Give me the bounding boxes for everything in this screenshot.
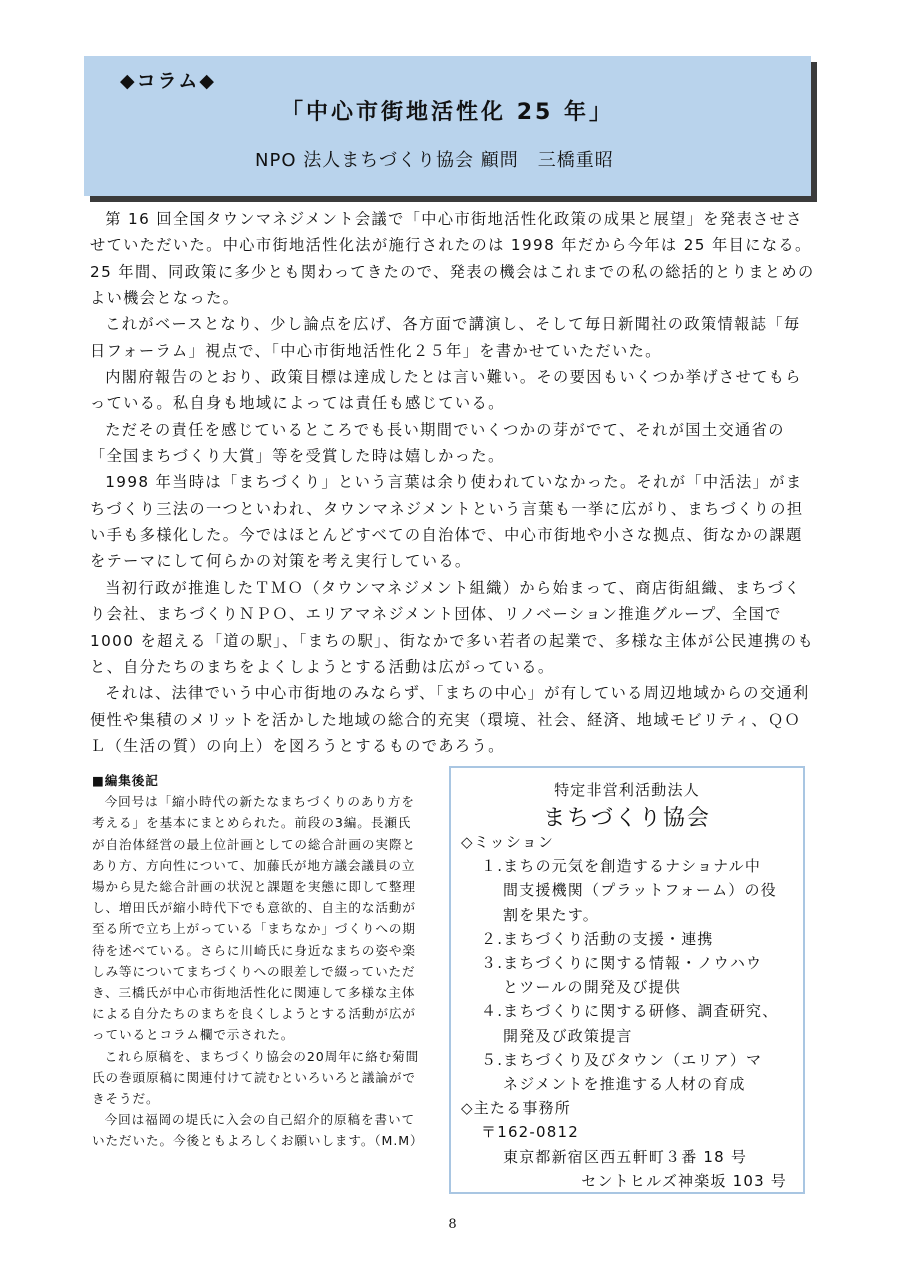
essay-paragraph: ただその責任を感じているところでも長い期間でいくつかの芽がでて、それが国土交通省の「全国まちづくり大賞」等を受賞した時は嬉しかった。 xyxy=(90,420,785,466)
essay-body xyxy=(90,206,815,759)
npo-info-box xyxy=(449,766,805,1194)
mission-item xyxy=(461,927,801,951)
mission-number: ２. xyxy=(481,929,504,948)
mission-item xyxy=(461,854,801,878)
mission-number: １. xyxy=(481,857,504,876)
mission-item xyxy=(461,951,801,975)
address-line: セントヒルズ神楽坂 103 号 xyxy=(581,1171,787,1190)
org-type: 特定非営利活動法人 xyxy=(554,781,700,799)
author-line: NPO 法人まちづくり協会 顧問 三橋重昭 xyxy=(255,150,614,171)
editorial-paragraph: 今回号は「縮小時代の新たなまちづくりのあり方を考える」を基本にまとめられた。前段の3編。長瀬氏が自治体経営の最上位計画としての総合計画の実際とあり方、方向性について、加藤氏が地方議会議員の立場から見た総合計画の状況と課題を実態に即して整理し、増田氏が縮小時代下でも意欲的、自主的な活動が至る所で立ち上がっている「まちなか」づくりへの期待を述べている。さらに川崎氏に身近なまちの姿や楽しみ等についてまちづくりへの眼差しで綴っていただき、三橋氏が中心市街地活性化に関連して多様な主体による自分たちのまちを良くしようとする活動が広がっているとコラム欄で示された。 xyxy=(92,794,416,1043)
page-number: 8 xyxy=(448,1217,457,1232)
editorial-paragraph: 今回は福岡の堤氏に入会の自己紹介的原稿を書いていただいた。今後ともよろしくお願いします。（M.M） xyxy=(92,1112,424,1149)
essay-paragraph: 第 16 回全国タウンマネジメント会議で「中心市街地活性化政策の成果と展望」を発表させさせていただいた。中心市街地活性化法が施行されたのは 1998 年だから今年は 25 年目になる。25 年間、同政策に多少とも関わってきたので、発表の機会はこれまでの私の総括的とりまとめのよい機会となった。 xyxy=(90,210,815,308)
org-name: まちづくり協会 xyxy=(543,806,711,831)
essay-paragraph: これがベースとなり、少し論点を広げ、各方面で講演し、そして毎日新聞社の政策情報誌「毎日フォーラム」視点で、「中心市街地活性化２５年」を書かせていただいた。 xyxy=(90,315,801,360)
essay-paragraph: 1998 年当時は「まちづくり」という言葉は余り使われていなかった。それが「中活法」がまちづくり三法の一つといわれ、タウンマネジメントという言葉も一挙に広がり、まちづくりの担い手も多様化した。今ではほとんどすべての自治体で、中心市街地や小さな拠点、街なかの課題をテーマにして何らかの対策を考え実行している。 xyxy=(90,473,804,571)
address-line: 東京都新宿区西五軒町３番 18 号 xyxy=(503,1147,748,1166)
mission-line: まちづくり活動の支援・連携 xyxy=(503,929,714,948)
mission-line: まちづくりに関する情報・ノウハウ xyxy=(503,954,763,973)
page-title: 「中心市街地活性化 25 年」 xyxy=(281,100,614,125)
editorial-note xyxy=(92,770,422,1152)
mission-number: ３. xyxy=(481,954,504,973)
mission-line: まちづくりに関する研修、調査研究、 xyxy=(503,1002,779,1021)
mission-item xyxy=(461,1048,801,1072)
mission-item xyxy=(461,999,801,1023)
essay-paragraph: 内閣府報告のとおり、政策目標は達成したとは言い難い。その要因もいくつか挙げさせてもらっている。私自身も地域によっては責任も感じている。 xyxy=(90,368,802,413)
npo-details xyxy=(461,830,801,1193)
office-heading: ◇主たる事務所 xyxy=(461,1099,571,1118)
postal-code: 〒162-0812 xyxy=(481,1123,580,1142)
editorial-paragraph: これら原稿を、まちづくり協会の20周年に絡む菊間氏の巻頭原稿に関連付けて読むといろいろと議論ができそうだ。 xyxy=(92,1048,420,1107)
essay-paragraph: 当初行政が推進したＴＭＯ（タウンマネジメント組織）から始まって、商店街組織、まちづくり会社、まちづくりＮＰＯ、エリアマネジメント団体、リノベーション推進グループ、全国で 1000 を超える「道の駅」、「まちの駅」、街なかで多い若者の起業で、多様な主体が公民連携のもと、自分たちのまちをよくしようとする活動は広がっている。 xyxy=(90,578,815,676)
mission-line: とツールの開発及び提供 xyxy=(503,978,681,997)
mission-line: 開発及び政策提言 xyxy=(503,1026,633,1045)
mission-line: まちづくり及びタウン（エリア）マ xyxy=(503,1050,763,1069)
mission-number: ４. xyxy=(481,1002,504,1021)
essay-paragraph: それは、法律でいう中心市街地のみならず、「まちの中心」が有している周辺地域からの交通利便性や集積のメリットを活かした地域の総合的充実（環境、社会、経済、地域モビリティ、ＱＯＬ（生活の質）の向上）を図ろうとするものであろう。 xyxy=(90,684,810,755)
mission-line: 割を果たす。 xyxy=(503,905,600,924)
mission-number: ５. xyxy=(481,1050,504,1069)
column-label: ◆コラム◆ xyxy=(120,70,217,92)
mission-line: まちの元気を創造するナショナル中 xyxy=(503,857,762,876)
editorial-title: ■編集後記 xyxy=(92,773,159,788)
mission-line: 間支援機関（プラットフォーム）の役 xyxy=(503,881,777,900)
mission-heading: ◇ミッション xyxy=(461,833,555,851)
mission-line: ネジメントを推進する人材の育成 xyxy=(503,1075,746,1094)
